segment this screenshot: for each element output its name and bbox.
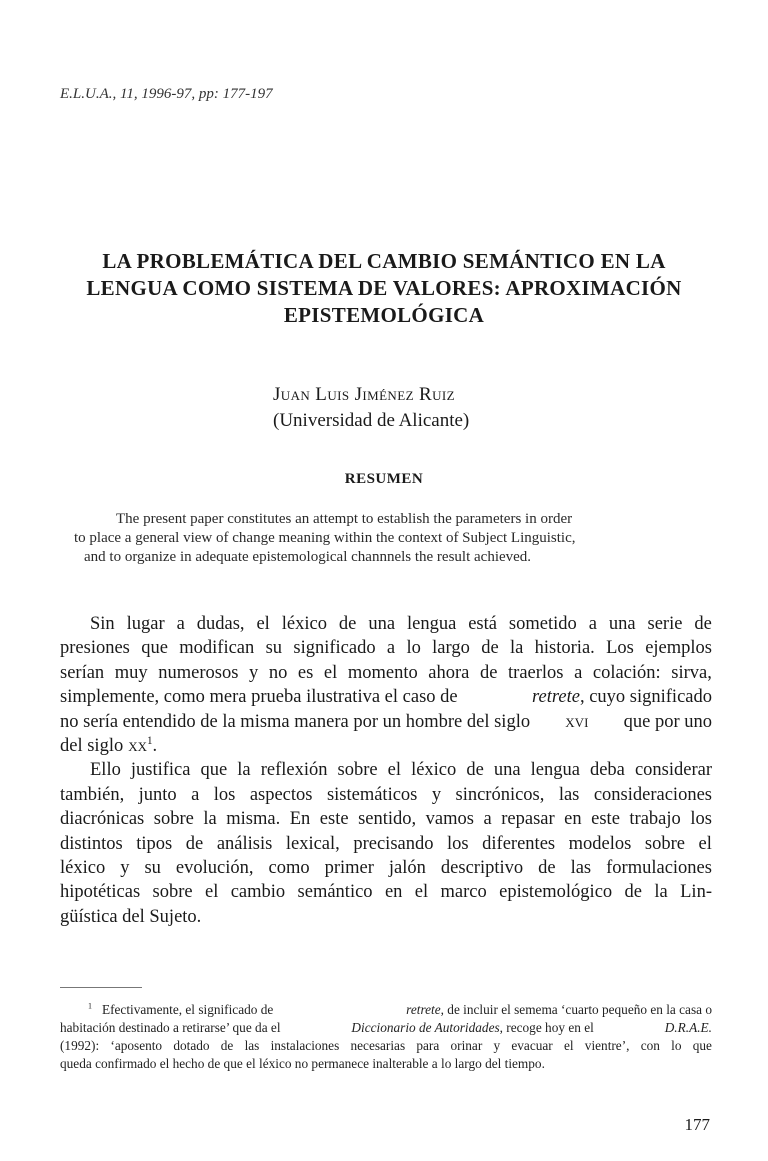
footnote-separator [60, 987, 142, 988]
word: para [416, 1038, 440, 1053]
word: a [176, 614, 185, 634]
word: las [244, 1038, 260, 1053]
word: significado [293, 638, 376, 659]
word: es [297, 662, 314, 683]
word: la [509, 638, 524, 659]
word: sistemáticos [326, 784, 418, 805]
word: justifica [130, 760, 191, 781]
word: lugar [126, 614, 165, 634]
word: Lin- [680, 882, 712, 903]
word: (1992): [60, 1038, 100, 1053]
word: las [570, 858, 592, 879]
word: léxico [281, 614, 327, 634]
word: la [654, 882, 668, 903]
word: y [120, 858, 130, 879]
word: también, [60, 784, 125, 805]
abstract-line: and to organize in adequate epistemological channnels the result achieved. [84, 549, 532, 565]
word: diacrónicas [60, 809, 145, 830]
word: los [213, 784, 236, 805]
word: el [204, 882, 219, 903]
word: sometido [508, 614, 577, 634]
word: orinar [450, 1038, 483, 1053]
word: reflexión [260, 760, 328, 781]
word: lengua [530, 760, 580, 781]
word: el [563, 1038, 574, 1053]
footnote-text-span [351, 1019, 593, 1037]
word: serie [647, 614, 683, 634]
body-line [60, 832, 712, 856]
word: su [144, 858, 161, 879]
body-line [60, 636, 712, 660]
word: considerar [634, 760, 712, 781]
word: Los [606, 638, 634, 659]
body-text-span: . [152, 736, 158, 757]
word: formulaciones [606, 858, 712, 879]
footnote-text-span: , recoge hoy en el [499, 1020, 594, 1035]
footnote-marker: 1 [88, 1001, 92, 1011]
word: de [538, 858, 556, 879]
word: colación: [592, 662, 661, 683]
article-title [40, 248, 728, 329]
word: el [323, 662, 338, 683]
word: sobre [153, 809, 194, 830]
emphasis-retrete: retrete [532, 687, 580, 708]
word: modifican [179, 638, 255, 659]
author-affiliation: (Universidad de Alicante) [273, 410, 470, 431]
word: sobre [644, 833, 685, 854]
word: que [692, 1038, 712, 1053]
word: de [185, 833, 204, 854]
word: el [414, 882, 429, 903]
word: distintos [60, 833, 123, 854]
body-text-span: simplemente, como mera prueba ilustrativa el caso de [60, 687, 458, 708]
word: repasar [501, 809, 555, 830]
word: en [384, 882, 403, 903]
abstract-line: to place a general view of change meaning within the context of Subject Linguistic, [74, 530, 576, 546]
word: tipos [136, 833, 173, 854]
word: a [483, 809, 492, 830]
word: las [558, 784, 580, 805]
century-xvi: xvi [565, 711, 589, 732]
word: necesarias [350, 1038, 406, 1053]
word: sobre [152, 882, 193, 903]
word: misma. [226, 809, 281, 830]
word: con [640, 1038, 660, 1053]
word: evacuar [511, 1038, 553, 1053]
title-line: LA PROBLEMÁTICA DEL CAMBIO SEMÁNTICO EN LA [102, 249, 666, 273]
body-line [60, 612, 712, 636]
word: a [574, 662, 583, 683]
body-text-span: , cuyo significado [579, 687, 712, 708]
body-text-span [532, 685, 712, 709]
word: precisando [353, 833, 434, 854]
word: lengua [406, 614, 457, 634]
body-line [60, 758, 712, 782]
abstract-heading: RESUMEN [344, 471, 424, 487]
word: de [481, 638, 499, 659]
body-text-span: que por uno [623, 711, 712, 732]
word: deba [589, 760, 625, 781]
word: y [493, 1038, 501, 1053]
word: léxico [60, 858, 106, 879]
footnote-text-span [60, 1001, 273, 1019]
word: la [203, 809, 217, 830]
word: una [368, 614, 396, 634]
word: sirva, [671, 662, 712, 683]
word: de [479, 662, 498, 683]
word: diferentes [482, 833, 556, 854]
word: dotado [173, 1038, 210, 1053]
body-text-span: no sería entendido de la misma manera por un hombre del siglo [60, 711, 531, 732]
word: los [690, 809, 712, 830]
word: léxico [411, 760, 457, 781]
word: su [265, 638, 283, 659]
body-line [60, 685, 712, 709]
footnote-text-span: habitación destinado a retirarse’ que da el [60, 1020, 281, 1035]
word: en [564, 809, 582, 830]
word: a [386, 638, 396, 659]
word: serían [60, 662, 105, 683]
word: de [624, 882, 643, 903]
word: evolución, [175, 858, 254, 879]
abstract-text [72, 510, 692, 567]
word: de [220, 1038, 234, 1053]
century-xx: xx [128, 736, 147, 757]
footnote-reference[interactable]: 1 [147, 734, 153, 747]
body-text [60, 612, 712, 929]
word: muy [114, 662, 148, 683]
title-line: LENGUA COMO SISTEMA DE VALORES: APROXIMACIÓN [86, 276, 682, 300]
footnote-text-span: , de incluir el semema ‘cuarto pequeño en la casa o [440, 1002, 712, 1017]
word: epistemológico [499, 882, 613, 903]
word: una [608, 614, 636, 634]
word: a [588, 614, 597, 634]
author-name: Juan Luis Jiménez Ruiz [273, 384, 455, 405]
footnote-text-span: Efectivamente, el significado de [101, 1002, 274, 1017]
footnote-line: queda confirmado el hecho de que el léxico no permanece inalterable a lo largo del tiempo. [60, 1056, 545, 1071]
word: está [468, 614, 497, 634]
word: sincrónicos, [455, 784, 545, 805]
word: ‘aposento [110, 1038, 163, 1053]
journal-reference: E.L.U.A., 11, 1996-97, pp: 177-197 [60, 86, 273, 102]
footnote-line [60, 1001, 712, 1019]
word: este [591, 809, 620, 830]
word: Ello [90, 760, 121, 781]
body-line [60, 710, 712, 734]
body-line [60, 880, 712, 904]
word: primer [324, 858, 374, 879]
word: numerosos [158, 662, 239, 683]
word: este [319, 809, 349, 830]
word: hipotéticas [60, 882, 141, 903]
word: largo [432, 638, 470, 659]
word: dudas, [196, 614, 245, 634]
word: el [256, 614, 270, 634]
word: aspectos [249, 784, 313, 805]
word: Sin [90, 614, 115, 634]
word: ahora [428, 662, 470, 683]
body-line: güística del Sujeto. [60, 906, 202, 927]
word: modelos [568, 833, 632, 854]
word: el [387, 760, 402, 781]
body-line [60, 856, 712, 880]
word: de [694, 614, 712, 634]
word: lo [671, 1038, 682, 1053]
body-line [60, 661, 712, 685]
word: como [268, 858, 310, 879]
word: el [698, 833, 712, 854]
emphasis-retrete: retrete [406, 1002, 441, 1017]
emphasis-dictionary: Diccionario de Autoridades [351, 1020, 500, 1035]
word: sobre [337, 760, 378, 781]
footnote-line [60, 1037, 712, 1055]
word: descriptivo [440, 858, 524, 879]
word: la [237, 760, 251, 781]
word: análisis [216, 833, 273, 854]
word: consideraciones [593, 784, 712, 805]
word: sentido, [358, 809, 417, 830]
word: instalaciones [270, 1038, 340, 1053]
word: ejemplos [645, 638, 712, 659]
word: traerlos [508, 662, 564, 683]
body-line [60, 783, 712, 807]
footnote-text-span [406, 1001, 712, 1019]
footnote-line [60, 1019, 712, 1037]
word: En [289, 809, 311, 830]
author-block [273, 382, 469, 434]
word: junto [138, 784, 177, 805]
word: presiones [60, 638, 130, 659]
word: y [431, 784, 442, 805]
word: lexical, [285, 833, 340, 854]
word: lo [406, 638, 421, 659]
word: los [447, 833, 469, 854]
word: semántico [297, 882, 373, 903]
emphasis-drae: D.R.A.E. [664, 1020, 712, 1035]
word: que [200, 760, 228, 781]
word: trabajo [629, 809, 681, 830]
body-line [60, 807, 712, 831]
word: marco [440, 882, 487, 903]
word: a [191, 784, 200, 805]
word: historia. [534, 638, 595, 659]
abstract-line: The present paper constitutes an attempt to establish the parameters in order [116, 511, 573, 527]
word: momento [347, 662, 418, 683]
word: vientre’, [584, 1038, 630, 1053]
word: de [338, 614, 357, 634]
word: jalón [388, 858, 426, 879]
word: y [248, 662, 259, 683]
title-line: EPISTEMOLÓGICA [283, 303, 485, 327]
body-text-span [128, 734, 157, 758]
body-line [60, 734, 712, 758]
word: que [141, 638, 168, 659]
page-number: 177 [684, 1115, 710, 1134]
word: de [466, 760, 484, 781]
footnote [60, 1001, 712, 1073]
word: cambio [230, 882, 286, 903]
word: vamos [425, 809, 474, 830]
word: no [268, 662, 288, 683]
word: una [493, 760, 521, 781]
body-text-span: del siglo [60, 736, 124, 757]
